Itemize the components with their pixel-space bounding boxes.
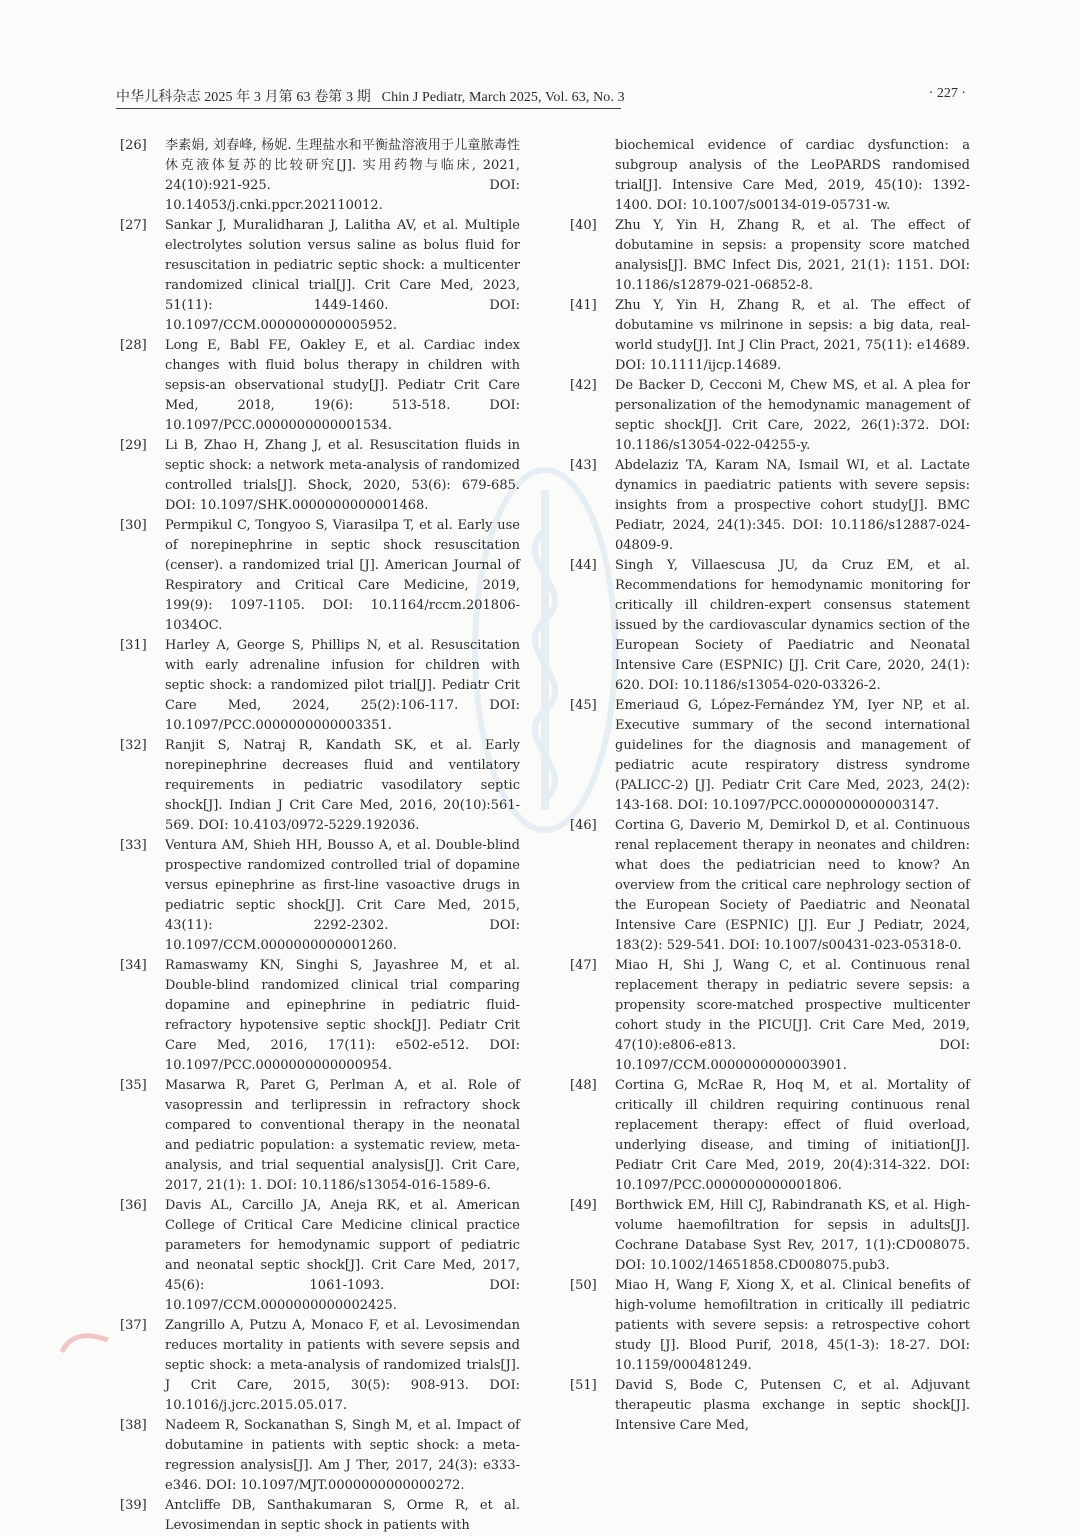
reference-number: [34] (120, 958, 147, 973)
reference-text: Borthwick EM, Hill CJ, Rabindranath KS, et al. High-volume haemofiltration for sepsis in adults[J]. Cochrane Database Syst Rev, 2017, 1(1):CD008075. DOI: 10.1002/14651858.CD008075.pub3. (615, 1198, 970, 1273)
reference-text: Miao H, Shi J, Wang C, et al. Continuous renal replacement therapy in pediatric severe sepsis: a propensity score-matched prospective multicenter cohort study in the PICU[J]. Crit Care Med, 2019, 47(10):e806-e813. DOI: 10.1097/CCM.0000000000003901. (615, 958, 970, 1073)
reference-text: Cortina G, McRae R, Hoq M, et al. Mortality of critically ill children requiring continuous renal replacement therapy: effect of fluid overload, underlying disease, and timing of initiation[J]. Pediatr Crit Care Med, 2019, 20(4):314-322. DOI: 10.1097/PCC.0000000000001806. (615, 1078, 970, 1193)
reference-text: Nadeem R, Sockanathan S, Singh M, et al. Impact of dobutamine in patients with septic shock: a meta-regression analysis[J]. Am J Ther, 2017, 24(3): e333-e346. DOI: 10.1097/MJT.0000000000000272. (165, 1418, 520, 1493)
corner-stamp-icon (60, 1330, 110, 1354)
reference-text: Zhu Y, Yin H, Zhang R, et al. The effect of dobutamine vs milrinone in sepsis: a big data, real-world study[J]. Int J Clin Pract, 2021, 75(11): e14689. DOI: 10.1111/ijcp.14689. (615, 298, 970, 373)
reference-item (570, 456, 970, 556)
reference-number: [42] (570, 378, 597, 393)
reference-number: [49] (570, 1198, 597, 1213)
reference-item (120, 1316, 520, 1416)
reference-text: Zhu Y, Yin H, Zhang R, et al. The effect of dobutamine in sepsis: a propensity score matched analysis[J]. BMC Infect Dis, 2021, 21(1): 1151. DOI: 10.1186/s12879-021-06852-8. (615, 218, 970, 293)
reference-text: Singh Y, Villaescusa JU, da Cruz EM, et al. Recommendations for hemodynamic monitoring for critically ill children-expert consensus statement issued by the cardiovascular dynamics section of the European Society of Paediatric and Neonatal Intensive Care (ESPNIC) [J]. Crit Care, 2020, 24(1): 620. DOI: 10.1186/s13054-020-03326-2. (615, 558, 970, 693)
header-rule (116, 108, 621, 109)
references-right-column (570, 136, 970, 1436)
reference-number: [39] (120, 1498, 147, 1513)
reference-number: [38] (120, 1418, 147, 1433)
reference-text: De Backer D, Cecconi M, Chew MS, et al. A plea for personalization of the hemodynamic management of septic shock[J]. Crit Care, 2022, 26(1):372. DOI: 10.1186/s13054-022-04255-y. (615, 378, 970, 453)
reference-item (120, 436, 520, 516)
reference-text: Ventura AM, Shieh HH, Bousso A, et al. Double-blind prospective randomized controlled trial of dopamine versus epinephrine as first-line vasoactive drugs in pediatric septic shock[J]. Crit Care Med, 2015, 43(11): 2292-2302. DOI: 10.1097/CCM.0000000000001260. (165, 838, 520, 953)
reference-item (120, 516, 520, 636)
journal-header (116, 86, 625, 106)
reference-text: Emeriaud G, López-Fernández YM, Iyer NP, et al. Executive summary of the second international guidelines for the diagnosis and management of pediatric acute respiratory distress syndrome (PALICC-2) [J]. Pediatr Crit Care Med, 2023, 24(2): 143-168. DOI: 10.1097/PCC.0000000000003147. (615, 698, 970, 813)
references-left-column (120, 136, 520, 1536)
reference-text: Zangrillo A, Putzu A, Monaco F, et al. Levosimendan reduces mortality in patients with severe sepsis and septic shock: a meta-analysis of randomized trials[J]. J Crit Care, 2015, 30(5): 908-913. DOI: 10.1016/j.jcrc.2015.05.017. (165, 1318, 520, 1413)
reference-number: [45] (570, 698, 597, 713)
running-header (116, 86, 966, 108)
reference-number: [28] (120, 338, 147, 353)
reference-item (120, 1416, 520, 1496)
reference-text: Li B, Zhao H, Zhang J, et al. Resuscitation fluids in septic shock: a network meta-analysis of randomized controlled trials[J]. Shock, 2020, 53(6): 679-685. DOI: 10.1097/SHK.0000000000001468. (165, 438, 520, 513)
reference-item (570, 216, 970, 296)
reference-item (570, 1076, 970, 1196)
journal-name-cn: 中华儿科杂志 2025 年 3 月第 63 卷第 3 期 (116, 90, 371, 105)
reference-item (570, 816, 970, 956)
reference-text: Antcliffe DB, Santhakumaran S, Orme R, et al. Levosimendan in septic shock in patients with (165, 1498, 520, 1533)
reference-number: [37] (120, 1318, 147, 1333)
reference-number: [36] (120, 1198, 147, 1213)
reference-number: [44] (570, 558, 597, 573)
reference-number: [43] (570, 458, 597, 473)
reference-item (120, 1196, 520, 1316)
reference-item (120, 956, 520, 1076)
reference-item (120, 836, 520, 956)
reference-text: Sankar J, Muralidharan J, Lalitha AV, et al. Multiple electrolytes solution versus saline as bolus fluid for resuscitation in pediatric septic shock: a multicenter randomized clinical trial[J]. Crit Care Med, 2023, 51(11): 1449-1460. DOI: 10.1097/CCM.0000000000005952. (165, 218, 520, 333)
reference-text: Permpikul C, Tongyoo S, Viarasilpa T, et al. Early use of norepinephrine in septic shock resuscitation (censer). a randomized trial [J]. American Journal of Respiratory and Critical Care Medicine, 2019, 199(9): 1097-1105. DOI: 10.1164/rccm.201806-1034OC. (165, 518, 520, 633)
reference-number: [30] (120, 518, 147, 533)
reference-item (570, 376, 970, 456)
reference-number: [33] (120, 838, 147, 853)
reference-item (120, 736, 520, 836)
reference-number: [46] (570, 818, 597, 833)
reference-number: [47] (570, 958, 597, 973)
reference-number: [29] (120, 438, 147, 453)
reference-item (120, 1496, 520, 1536)
journal-name-en: Chin J Pediatr, March 2025, Vol. 63, No. 3 (381, 90, 625, 105)
reference-number: [35] (120, 1078, 147, 1093)
reference-number: [50] (570, 1278, 597, 1293)
reference-text: Miao H, Wang F, Xiong X, et al. Clinical benefits of high-volume hemofiltration in critically ill pediatric patients with severe sepsis: a retrospective cohort study [J]. Blood Purif, 2018, 45(1-3): 18-27. DOI: 10.1159/000481249. (615, 1278, 970, 1373)
reference-item (570, 696, 970, 816)
reference-number: [32] (120, 738, 147, 753)
reference-text: Cortina G, Daverio M, Demirkol D, et al. Continuous renal replacement therapy in neonates and children: what does the pediatrician need to know? An overview from the critical care nephrology section of the European Society of Paediatric and Neonatal Intensive Care (ESPNIC) [J]. Eur J Pediatr, 2024, 183(2): 529-541. DOI: 10.1007/s00431-023-05318-0. (615, 818, 970, 953)
reference-item (120, 216, 520, 336)
reference-item (570, 1196, 970, 1276)
reference-text: Long E, Babl FE, Oakley E, et al. Cardiac index changes with fluid bolus therapy in children with sepsis-an observational study[J]. Pediatr Crit Care Med, 2018, 19(6): 513-518. DOI: 10.1097/PCC.0000000000001534. (165, 338, 520, 433)
reference-text: Ramaswamy KN, Singhi S, Jayashree M, et al. Double-blind randomized clinical trial comparing dopamine and epinephrine in pediatric fluid-refractory hypotensive septic shock[J]. Pediatr Crit Care Med, 2016, 17(11): e502-e512. DOI: 10.1097/PCC.0000000000000954. (165, 958, 520, 1073)
reference-item (120, 1076, 520, 1196)
reference-text: Harley A, George S, Phillips N, et al. Resuscitation with early adrenaline infusion for children with septic shock: a randomized pilot trial[J]. Pediatr Crit Care Med, 2024, 25(2):106-117. DOI: 10.1097/PCC.0000000000003351. (165, 638, 520, 733)
reference-item (120, 336, 520, 436)
reference-item (570, 1376, 970, 1436)
reference-number: [26] (120, 138, 147, 153)
reference-text: 李素娟, 刘春峰, 杨妮. 生理盐水和平衡盐溶液用于儿童脓毒性休克液体复苏的比较研究[J]. 实用药物与临床, 2021, 24(10):921-925. DOI: 10.14053/j.cnki.ppcr.202110012. (165, 138, 520, 213)
reference-continuation (570, 136, 970, 216)
reference-item (570, 296, 970, 376)
reference-number: [27] (120, 218, 147, 233)
reference-number: [41] (570, 298, 597, 313)
reference-text: Ranjit S, Natraj R, Kandath SK, et al. Early norepinephrine decreases fluid and ventilatory requirements in pediatric vasodilatory septic shock[J]. Indian J Crit Care Med, 2016, 20(10):561-569. DOI: 10.4103/0972-5229.192036. (165, 738, 520, 833)
reference-number: [31] (120, 638, 147, 653)
reference-number: [51] (570, 1378, 597, 1393)
reference-text: Davis AL, Carcillo JA, Aneja RK, et al. American College of Critical Care Medicine clinical practice parameters for hemodynamic support of pediatric and neonatal septic shock[J]. Crit Care Med, 2017, 45(6): 1061-1093. DOI: 10.1097/CCM.0000000000002425. (165, 1198, 520, 1313)
reference-number: [40] (570, 218, 597, 233)
page-number: · 227 · (928, 86, 966, 101)
reference-text: biochemical evidence of cardiac dysfunction: a subgroup analysis of the LeoPARDS randomised trial[J]. Intensive Care Med, 2019, 45(10): 1392-1400. DOI: 10.1007/s00134-019-05731-w. (615, 138, 970, 213)
reference-item (570, 1276, 970, 1376)
reference-item (120, 636, 520, 736)
reference-item (570, 956, 970, 1076)
reference-text: Masarwa R, Paret G, Perlman A, et al. Role of vasopressin and terlipressin in refractory shock compared to conventional therapy in the neonatal and pediatric population: a systematic review, meta-analysis, and trial sequential analysis[J]. Crit Care, 2017, 21(1): 1. DOI: 10.1186/s13054-016-1589-6. (165, 1078, 520, 1193)
reference-number: [48] (570, 1078, 597, 1093)
reference-text: David S, Bode C, Putensen C, et al. Adjuvant therapeutic plasma exchange in septic shock[J]. Intensive Care Med, (615, 1378, 970, 1433)
reference-text: Abdelaziz TA, Karam NA, Ismail WI, et al. Lactate dynamics in paediatric patients with severe sepsis: insights from a prospective cohort study[J]. BMC Pediatr, 2024, 24(1):345. DOI: 10.1186/s12887-024-04809-9. (615, 458, 970, 553)
reference-item (120, 136, 520, 216)
reference-item (570, 556, 970, 696)
